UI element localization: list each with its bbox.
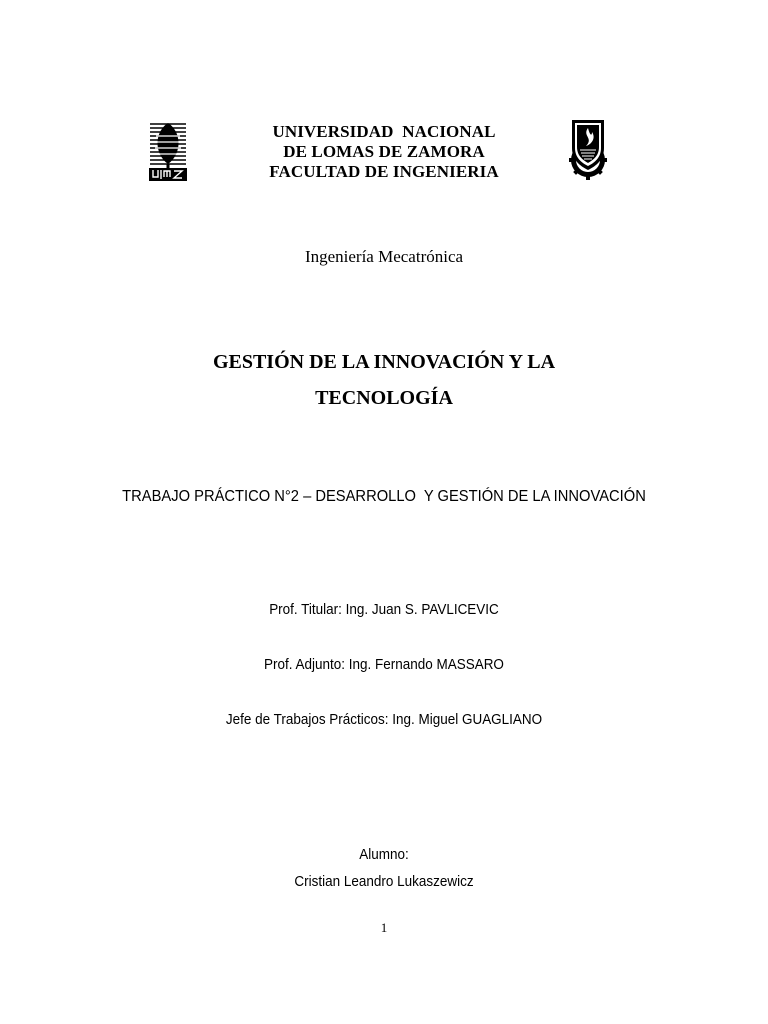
university-name-block	[184, 122, 584, 182]
professor-titular: Prof. Titular: Ing. Juan S. PAVLICEVIC	[269, 602, 499, 618]
course-title-line: GESTIÓN DE LA INNOVACIÓN Y LA	[212, 351, 556, 373]
career-name: Ingeniería Mecatrónica	[304, 247, 464, 266]
university-line: UNIVERSIDAD NACIONAL	[272, 122, 496, 141]
page-number: 1	[380, 920, 388, 935]
faculty-line: FACULTAD DE INGENIERIA	[269, 162, 499, 181]
university-line: DE LOMAS DE ZAMORA	[283, 142, 485, 161]
practical-work-head: Jefe de Trabajos Prácticos: Ing. Miguel GUAGLIANO	[225, 712, 543, 728]
student-name: Cristian Leandro Lukaszewicz	[294, 874, 474, 890]
faculty-shield-icon	[566, 118, 610, 182]
unlz-logo-icon	[148, 120, 188, 182]
course-title	[0, 344, 768, 416]
course-title-line: TECNOLOGÍA	[315, 387, 453, 409]
student-label: Alumno:	[359, 847, 409, 863]
assignment-title: TRABAJO PRÁCTICO N°2 – DESARROLLO Y GESTIÓN DE LA INNOVACIÓN	[122, 488, 646, 505]
professor-adjunto: Prof. Adjunto: Ing. Fernando MASSARO	[264, 657, 504, 673]
